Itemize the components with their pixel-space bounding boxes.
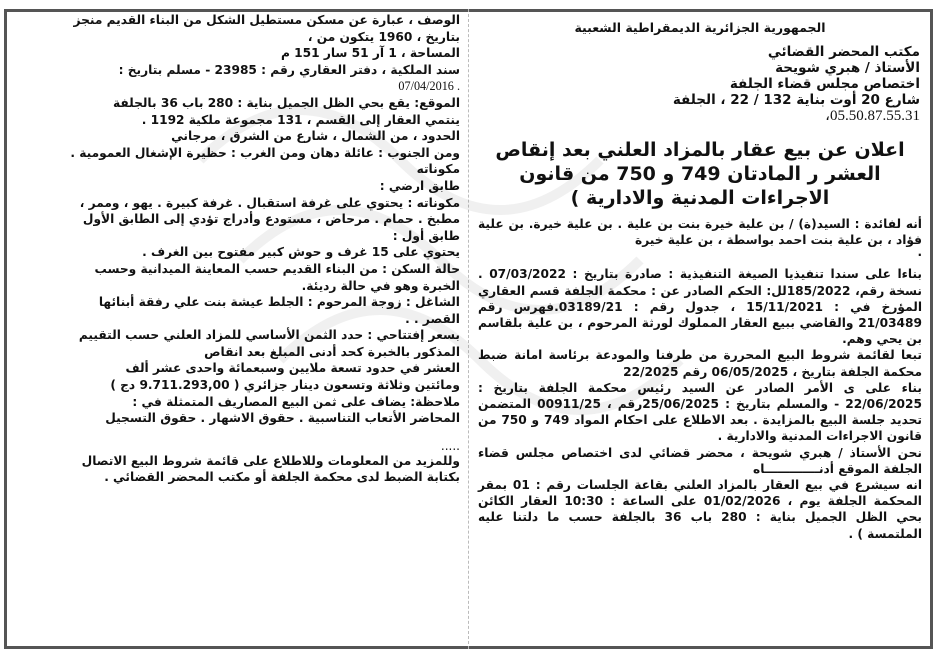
property-line: سند الملكية ، دفتر العقاري رقم : 23985 - مسلم بتاريخ : [118, 62, 460, 77]
property-line: ومن الجنوب : عائلة دهان ومن الغرب : حظيرة الإشغال العمومية . [70, 145, 460, 160]
office-line: اختصاص مجلس قضاء الجلفة [729, 76, 920, 92]
property-line: . 07/04/2016 [398, 79, 460, 94]
left-column [10, 12, 464, 646]
office-phone: 05.50.87.55.31، [825, 108, 920, 124]
bailiff-office-block [478, 44, 920, 124]
property-line: المذكور بالخبرة كحد أدنى المبلغ بعد انقاص [204, 344, 460, 359]
beneficiaries-paragraph: أنه لفائدة : السيد(ة) / بن علية خيرة بنت بن علية . بن علية خيرة. بن علية فؤاد ، بن علية بنت احمد بواسطة ، بن علية خيرة [478, 217, 922, 248]
property-line: الشاغل : زوجة المرحوم : الجلط عيشة بنت علي رفقة أبنائها [98, 295, 460, 310]
enforcement-basis-paragraph: بناءا على سندا تنفيذيا الصيغة التنفيذية : صادرة بتاريخ : 07/03/2022 . نسخة رقم، 185/2022لل: الحكم الصادر عن : محكمة الجلفة قسم العقاري المؤرخ في : 15/11/2021 ، جدول رقم : 03189/21.فهرس رقم 21/03489 والقاضي ببيع العقار المملوك لورثة المرحوم ، بن علية بلقاسم بن يحي وهم. [478, 267, 922, 347]
title-line: العشر ر المادتان 749 و 750 من قانون [519, 163, 881, 185]
property-line: حالة السكن : من البناء القديم حسب المعاينة الميدانية وحسب [94, 261, 460, 276]
column-divider [468, 9, 470, 649]
right-column [476, 12, 928, 646]
property-line: ينتمي العقار إلى القسم ، 131 مجموعة ملكية 1192 . [141, 112, 460, 127]
notice-title [478, 138, 922, 210]
separator-dashes: ..... [440, 438, 460, 453]
property-line: يحتوي على 15 غرف و حوش كبير مفتوح بين الغرف . [142, 245, 460, 260]
title-line: اعلان عن بيع عقار بالمزاد العلني بعد إنقاص [495, 139, 905, 161]
property-line: العشر في حدود تسعة ملايين وسبعمائة واحدى عشر ألف [125, 361, 460, 376]
property-line: الوصف ، عبارة عن مسكن مستطيل الشكل من البناء القديم منجز [73, 13, 460, 27]
separator-dot: . [917, 245, 922, 260]
property-line: ملاحظة: يضاف على ثمن البيع المصاريف المتمثلة في : [132, 394, 460, 409]
property-line: مكوناته [416, 162, 460, 177]
office-line: الأستاذ / هبري شويحة [775, 60, 920, 76]
auction-details-paragraph: انه سيشرع في بيع العقار بالمزاد العلني بقاعة الجلسات رقم : 01 بمقر المحكمة الجلفة يوم ، 01/02/2026 على الساعة : 10:30 العقار الكائن بحي الظل الجميل بناية : 280 باب 36 بالجلفة حسب ما دلتنا عليه الملتمسة ) . [478, 478, 923, 541]
court-order-paragraph: بناء على ى الأمر الصادر عن السيد رئيس محكمة الجلفة بتاريخ : 22/06/2025 - والمسلم بتاريخ : 25/06/2025رقم ، 00911/25 المتضمن تحديد جلسة البيع بالمزايدة . بعد الاطلاع على احكام المواد 749 و 750 من قانون الاجراءات المدنية والادارية . [478, 380, 923, 444]
property-line: طابق ارضي : [379, 178, 460, 193]
property-line: بتاريخ ، 1960 يتكون من ، [307, 29, 460, 44]
property-line: الموقع: يقع بحي الظل الجميل بناية : 280 باب 36 بالجلفة [112, 95, 460, 110]
property-line: ومائتين وثلاثة وتسعون دينار جزائري ( 9.711.293,00 دج ) [110, 378, 460, 393]
title-line: الاجراءات المدنية والادارية ) [570, 187, 830, 209]
property-line: مطبخ . حمام . مرحاض ، مستودع وأدراج تؤدي إلى الطابق الأول [82, 212, 460, 227]
property-line: الحدود ، من الشمال ، شارع من الشرق ، مرجاني [171, 129, 460, 144]
bailiff-paragraph: نحن الأستاذ / هبري شويحة ، محضر قضائي لدى اختصاص مجلس قضاء الجلفة الموقع أدنـــــــــــــاه [478, 445, 922, 476]
property-line: طابق أول : [392, 228, 460, 243]
office-line: مكتب المحضر القضائي [767, 44, 920, 60]
property-line: المحاضر الأتعاب التناسبية . حقوق الاشهار . حقوق التسجيل [105, 411, 460, 426]
closing-line: وللمزيد من المعلومات وللاطلاع على قائمة شروط البيع الاتصال [81, 453, 460, 468]
sale-conditions-paragraph: تبعا لقائمة شروط البيع المحررة من طرفنا والمودعة برئاسة امانة ضبط محكمة الجلفة بتاريخ ، 06/05/2025 رقم 22/2025 [478, 348, 922, 379]
republic-heading: الجمهورية الجزائرية الديمقراطية الشعبية [574, 20, 826, 35]
office-line: شارع 20 أوت بناية 132 / 22 ، الجلفة [672, 92, 920, 108]
property-line: المساحة ، 1 آر 51 سار 151 م [280, 46, 460, 61]
property-line: بسعر إفتتاحي : حدد الثمن الأساسي للمزاد العلني حسب التقييم [78, 328, 460, 343]
property-line: مكوناته : يحتوي على غرفة استقبال . غرفة كبيرة . يهو ، وممر ، [79, 195, 460, 210]
property-line: القصر . . [405, 311, 460, 326]
closing-line: بكتابة الضبط لدى محكمة الجلفة أو مكتب المحضر القضائي . [104, 470, 460, 485]
property-line: الخبرة وهو في حالة رديئة. [301, 278, 460, 293]
